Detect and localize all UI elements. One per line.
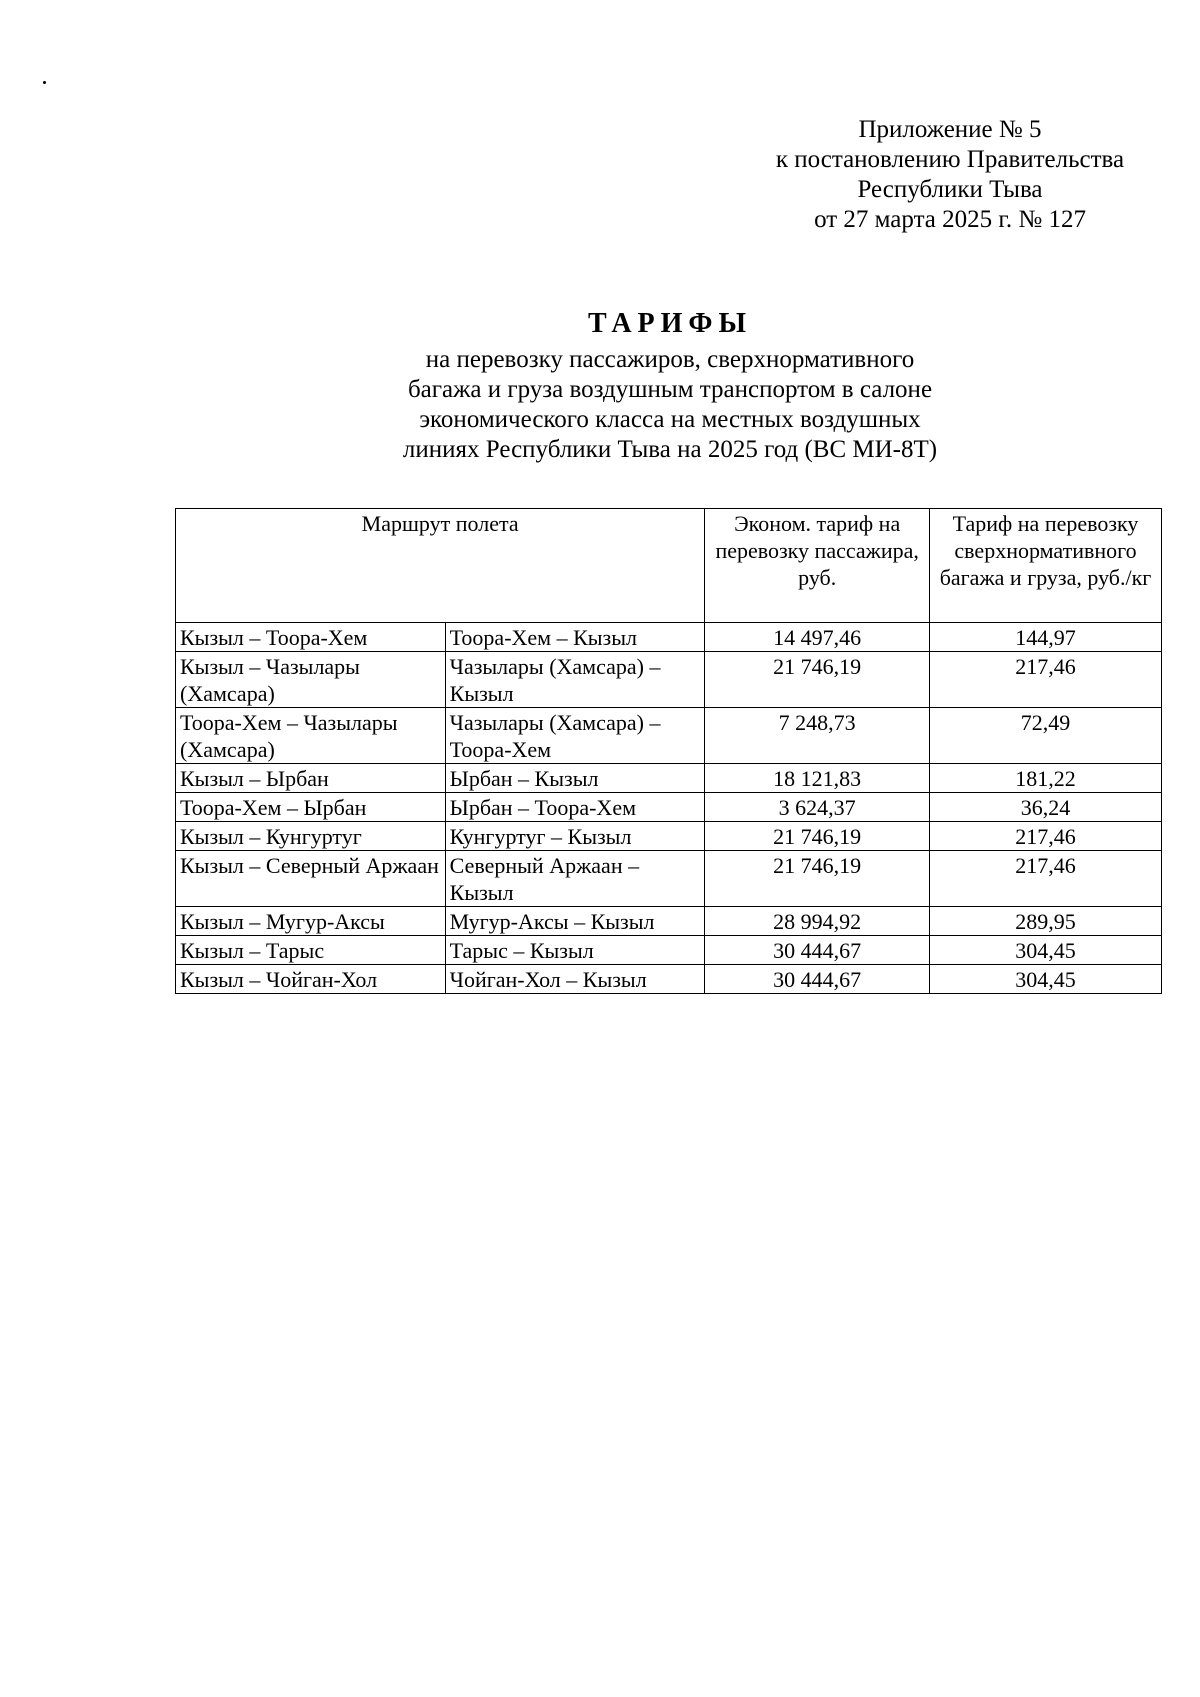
passenger-fare-cell: 14 497,46 bbox=[705, 623, 930, 652]
passenger-fare-cell: 21 746,19 bbox=[705, 822, 930, 851]
route-back-cell: Мугур-Аксы – Кызыл bbox=[445, 907, 705, 936]
route-to-cell: Кызыл – Тарыс bbox=[176, 936, 446, 965]
header-baggage-fare: Тариф на перевозку сверхнормативного багажа и груза, руб./кг bbox=[930, 509, 1162, 623]
appendix-reference bbox=[760, 115, 1140, 235]
baggage-fare-cell: 217,46 bbox=[930, 822, 1162, 851]
route-back-cell: Ырбан – Тоора-Хем bbox=[445, 793, 705, 822]
appendix-number: Приложение № 5 bbox=[858, 116, 1042, 143]
table-row bbox=[176, 623, 1162, 652]
route-back-cell: Ырбан – Кызыл bbox=[445, 764, 705, 793]
passenger-fare-cell: 7 248,73 bbox=[705, 708, 930, 764]
route-to-cell: Тоора-Хем – Ырбан bbox=[176, 793, 446, 822]
baggage-fare-cell: 72,49 bbox=[930, 708, 1162, 764]
table-row bbox=[176, 822, 1162, 851]
route-to-cell: Кызыл – Кунгуртуг bbox=[176, 822, 446, 851]
route-back-cell: Тарыс – Кызыл bbox=[445, 936, 705, 965]
passenger-fare-cell: 3 624,37 bbox=[705, 793, 930, 822]
route-to-cell: Кызыл – Чазылары (Хамсара) bbox=[176, 652, 446, 708]
passenger-fare-cell: 21 746,19 bbox=[705, 652, 930, 708]
route-back-cell: Чазылары (Хамсара) – Кызыл bbox=[445, 652, 705, 708]
table-row bbox=[176, 907, 1162, 936]
document-subtitle bbox=[300, 345, 1040, 465]
table-row bbox=[176, 708, 1162, 764]
appendix-resolution: к постановлению Правительства bbox=[775, 146, 1125, 173]
scan-speck bbox=[43, 81, 46, 84]
table-body bbox=[176, 623, 1162, 994]
header-route: Маршрут полета bbox=[176, 509, 705, 623]
table-header-row bbox=[176, 509, 1162, 623]
baggage-fare-cell: 304,45 bbox=[930, 936, 1162, 965]
passenger-fare-cell: 30 444,67 bbox=[705, 936, 930, 965]
table-row bbox=[176, 764, 1162, 793]
subtitle-line: линиях Республики Тыва на 2025 год (ВС МИ-8Т) bbox=[402, 436, 938, 463]
header-passenger-fare: Эконом. тариф на перевозку пассажира, руб. bbox=[705, 509, 930, 623]
passenger-fare-cell: 30 444,67 bbox=[705, 965, 930, 994]
route-to-cell: Тоора-Хем – Чазылары (Хамсара) bbox=[176, 708, 446, 764]
table-row bbox=[176, 793, 1162, 822]
route-back-cell: Кунгуртуг – Кызыл bbox=[445, 822, 705, 851]
tariffs-table bbox=[175, 508, 1162, 994]
passenger-fare-cell: 28 994,92 bbox=[705, 907, 930, 936]
table-row bbox=[176, 652, 1162, 708]
route-to-cell: Кызыл – Тоора-Хем bbox=[176, 623, 446, 652]
baggage-fare-cell: 181,22 bbox=[930, 764, 1162, 793]
baggage-fare-cell: 217,46 bbox=[930, 652, 1162, 708]
table-row bbox=[176, 936, 1162, 965]
table-row bbox=[176, 851, 1162, 907]
route-to-cell: Кызыл – Мугур-Аксы bbox=[176, 907, 446, 936]
baggage-fare-cell: 289,95 bbox=[930, 907, 1162, 936]
table-row bbox=[176, 965, 1162, 994]
baggage-fare-cell: 217,46 bbox=[930, 851, 1162, 907]
baggage-fare-cell: 36,24 bbox=[930, 793, 1162, 822]
subtitle-line: багажа и груза воздушным транспортом в салоне bbox=[407, 376, 933, 403]
route-to-cell: Кызыл – Северный Аржаан bbox=[176, 851, 446, 907]
route-back-cell: Северный Аржаан – Кызыл bbox=[445, 851, 705, 907]
passenger-fare-cell: 18 121,83 bbox=[705, 764, 930, 793]
route-to-cell: Кызыл – Ырбан bbox=[176, 764, 446, 793]
baggage-fare-cell: 144,97 bbox=[930, 623, 1162, 652]
route-to-cell: Кызыл – Чойган-Хол bbox=[176, 965, 446, 994]
subtitle-line: на перевозку пассажиров, сверхнормативного bbox=[425, 346, 915, 373]
route-back-cell: Тоора-Хем – Кызыл bbox=[445, 623, 705, 652]
route-back-cell: Чойган-Хол – Кызыл bbox=[445, 965, 705, 994]
document-title: ТАРИФЫ bbox=[588, 308, 752, 339]
appendix-date: от 27 марта 2025 г. № 127 bbox=[814, 206, 1086, 233]
passenger-fare-cell: 21 746,19 bbox=[705, 851, 930, 907]
route-back-cell: Чазылары (Хамсара) – Тоора-Хем bbox=[445, 708, 705, 764]
subtitle-line: экономического класса на местных воздушных bbox=[419, 406, 921, 433]
appendix-republic: Республики Тыва bbox=[857, 176, 1043, 203]
baggage-fare-cell: 304,45 bbox=[930, 965, 1162, 994]
